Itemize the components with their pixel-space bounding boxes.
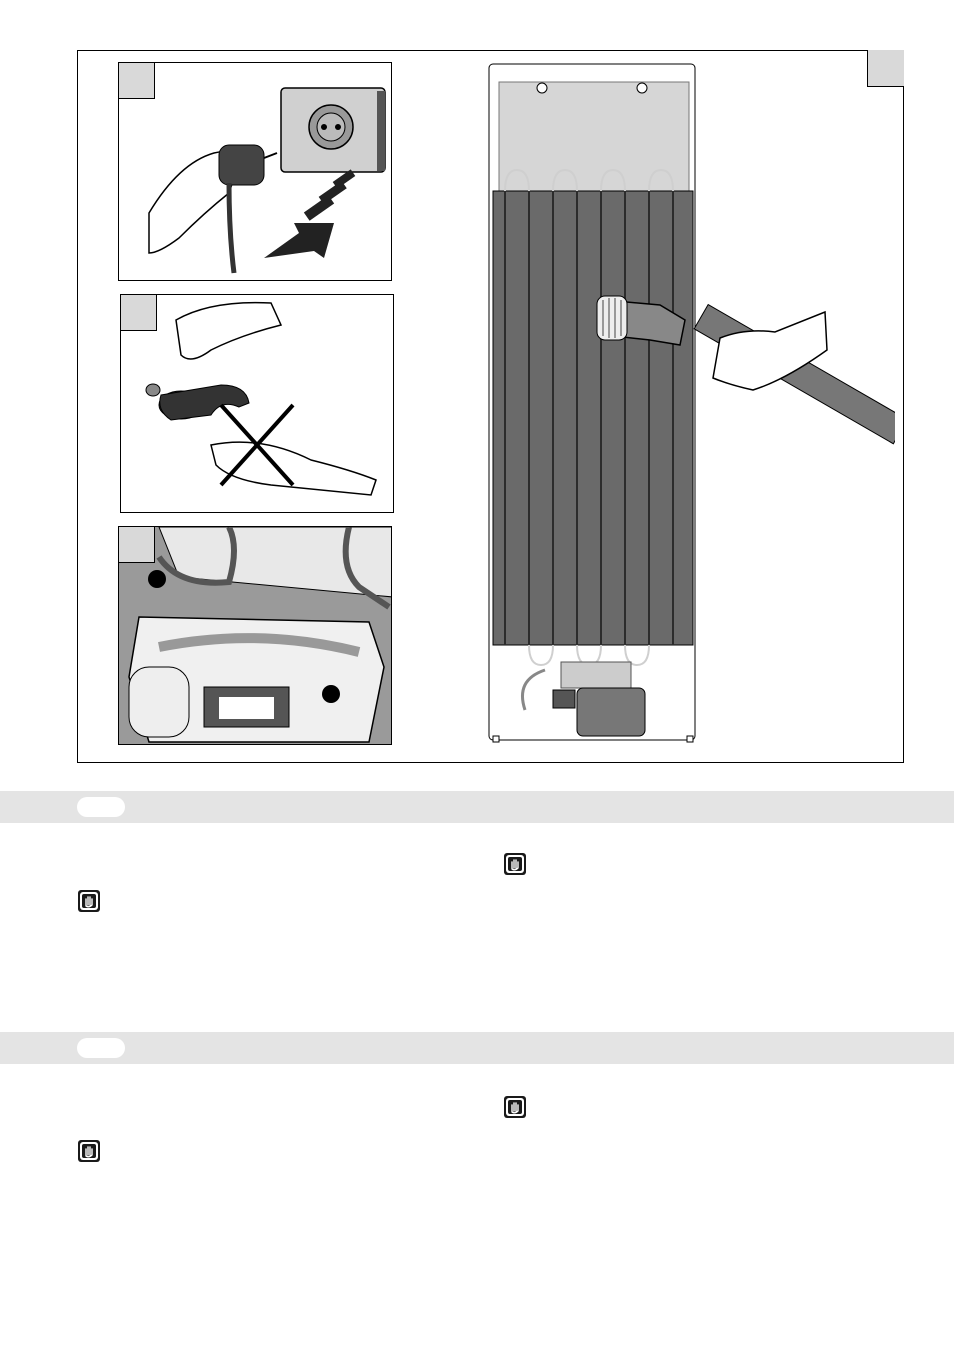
language-pill (77, 797, 125, 817)
panel-drip-tray (118, 526, 392, 745)
plug-icon (119, 63, 392, 281)
stop-hand-icon (504, 853, 526, 875)
language-pill (77, 1038, 125, 1058)
tap-crossed-icon (121, 295, 394, 513)
panel-no-wet-hands (120, 294, 394, 513)
section-band (0, 1032, 954, 1064)
panel-tab (119, 527, 155, 563)
panel-unplug (118, 62, 392, 281)
panel-tab (119, 63, 155, 99)
vacuum-brush-icon (485, 60, 895, 750)
tray-icon (119, 527, 392, 745)
panel-tab (121, 295, 157, 331)
section-band (0, 791, 954, 823)
stop-hand-icon (504, 1096, 526, 1118)
stop-hand-icon (78, 1140, 100, 1162)
condenser-illustration (485, 60, 895, 750)
stop-hand-icon (78, 890, 100, 912)
